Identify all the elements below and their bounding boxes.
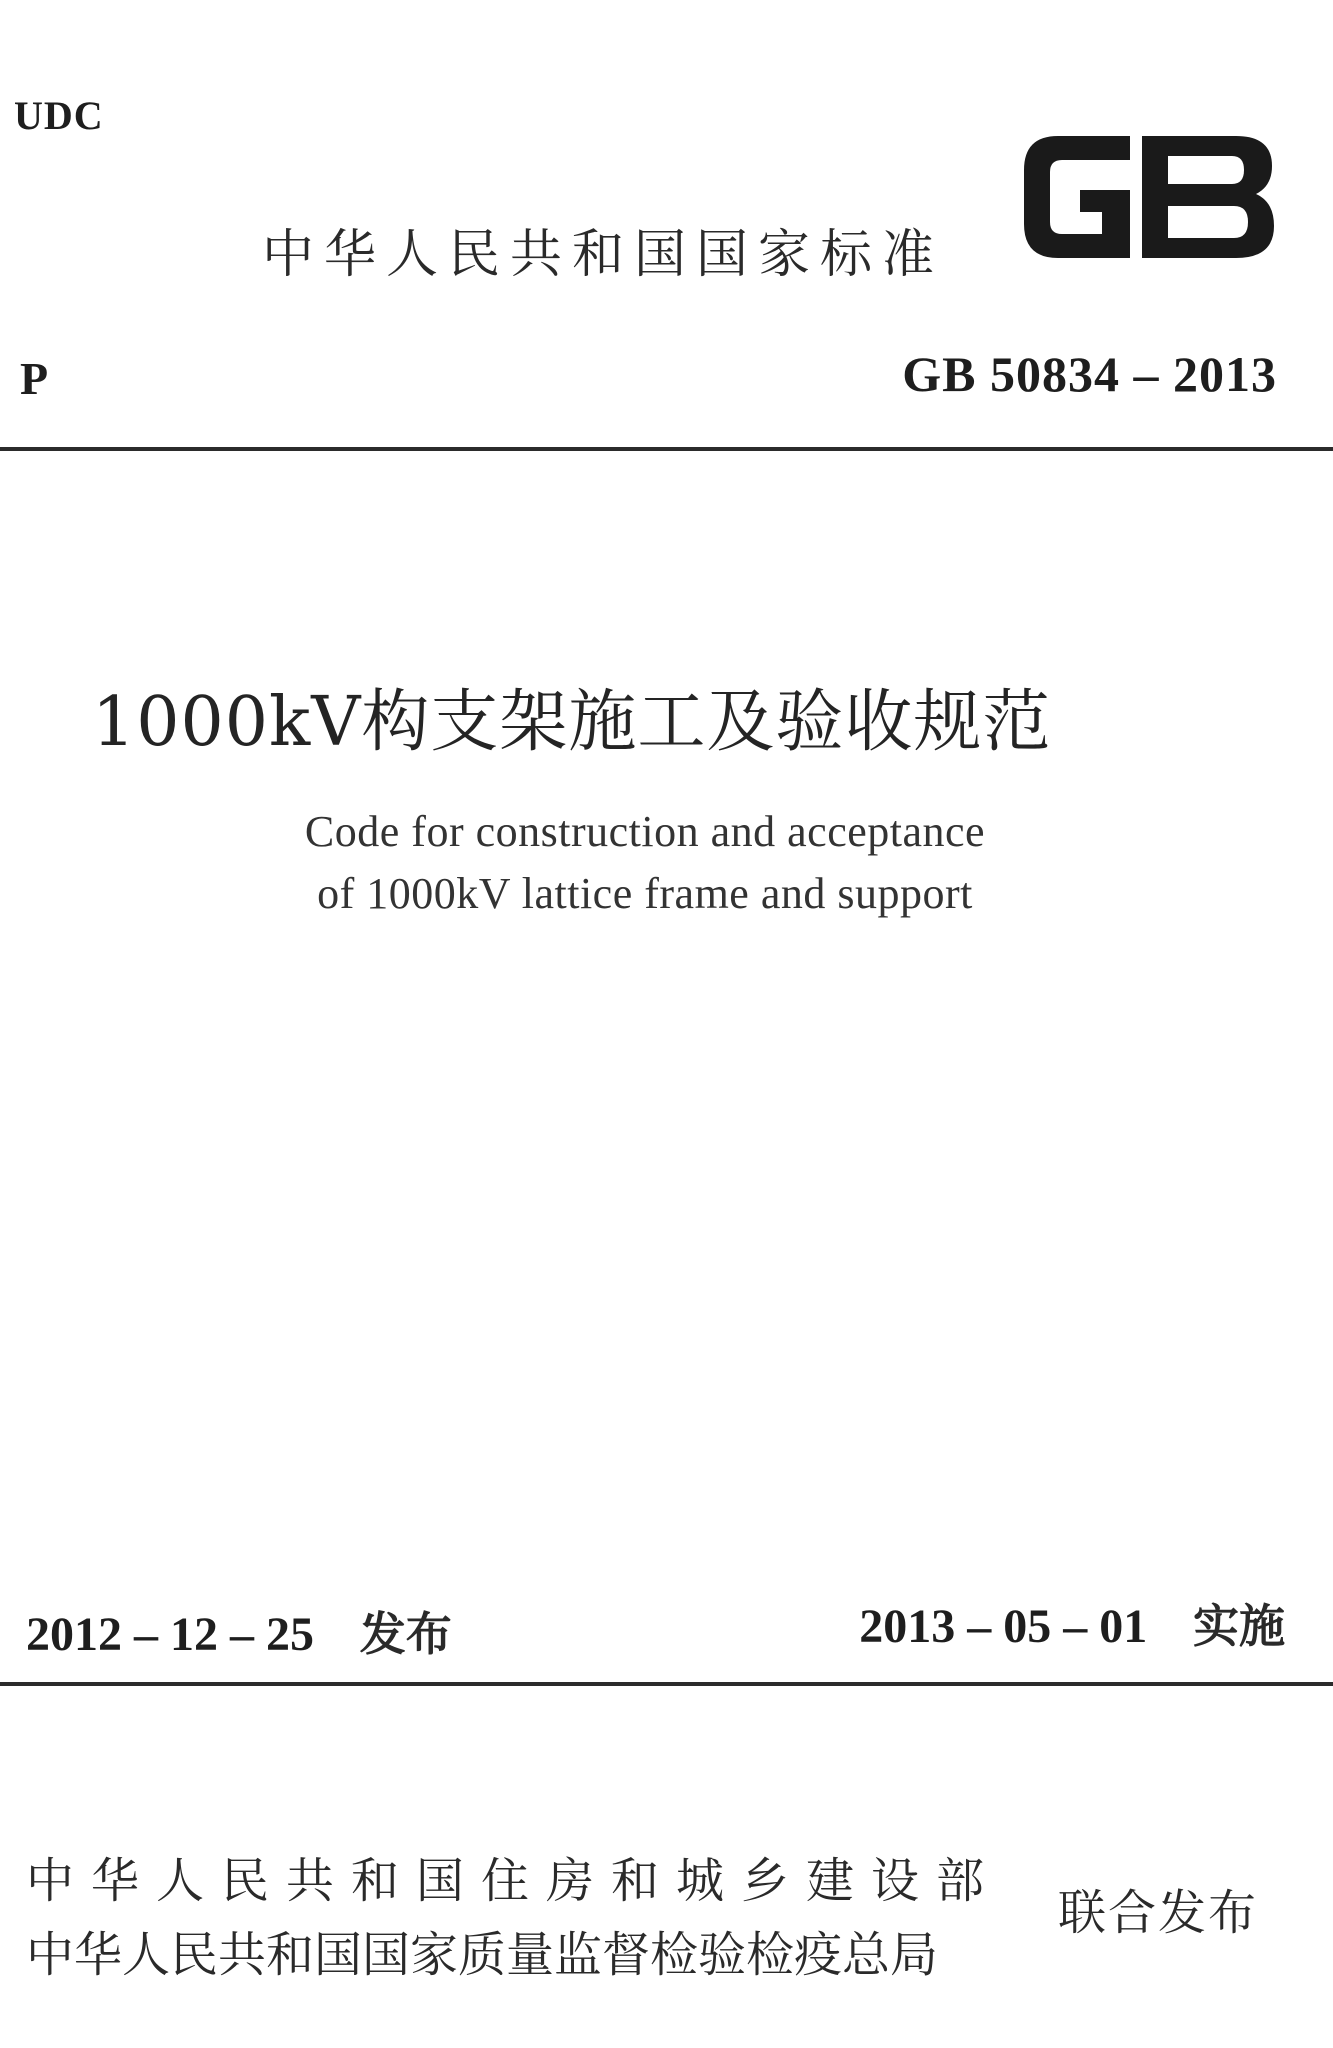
title-english-line1: Code for construction and acceptance bbox=[304, 807, 986, 856]
implementation-date: 2013 – 05 – 01 bbox=[859, 1600, 1148, 1653]
top-divider bbox=[0, 447, 1333, 451]
implementation-label: 实施 bbox=[1193, 1599, 1285, 1653]
publisher-line2: 中华人民共和国国家质量监督检验检疫总局 bbox=[26, 1927, 939, 1983]
publisher-line1: 中华人民共和国住房和城乡建设部 bbox=[26, 1853, 1002, 1909]
issue-date: 2012 – 12 – 25 bbox=[26, 1608, 314, 1661]
udc-label: UDC bbox=[14, 93, 104, 138]
standard-number: GB 50834 – 2013 bbox=[902, 346, 1277, 402]
issue-label: 发布 bbox=[359, 1607, 452, 1661]
classification-label: P bbox=[20, 353, 49, 404]
joint-publish-label: 联合发布 bbox=[1058, 1885, 1259, 1941]
implementation-block bbox=[859, 1590, 1285, 1656]
title-english-line2: of 1000kV lattice frame and support bbox=[317, 869, 973, 918]
title-chinese: 1000kV构支架施工及验收规范 bbox=[92, 683, 1052, 762]
bottom-divider bbox=[0, 1682, 1333, 1686]
standard-category: 中华人民共和国国家标准 bbox=[262, 225, 945, 285]
issue-block bbox=[26, 1598, 452, 1664]
gb-logo bbox=[1018, 128, 1280, 266]
